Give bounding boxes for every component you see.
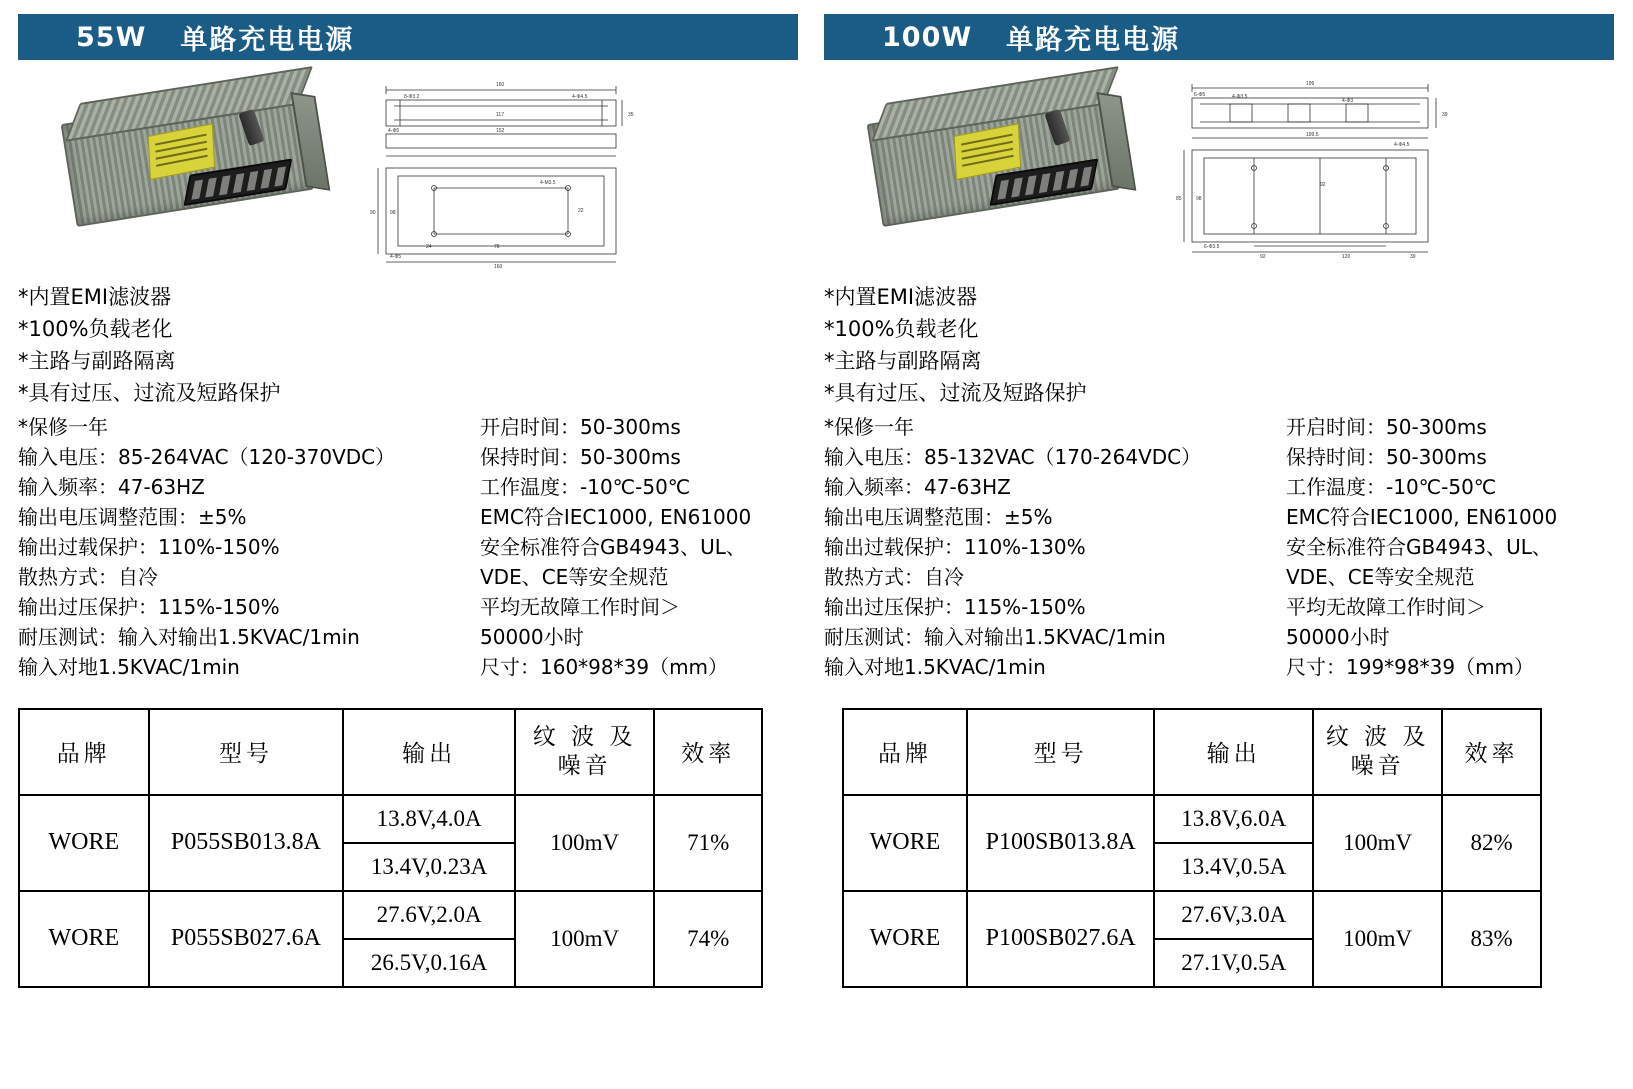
spec-line: 输出电压调整范围：±5% (18, 504, 247, 529)
feature-item: *具有过压、过流及短路保护 (18, 380, 281, 405)
cell-output: 26.5V,0.16A (343, 939, 515, 987)
panel-title-watt: 100W (882, 21, 973, 53)
spec-line: 保持时间：50-300ms (1286, 444, 1487, 469)
col-header-ripple: 纹 波 及 噪音 (515, 709, 655, 795)
svg-text:90: 90 (370, 210, 376, 216)
technical-drawing-100w (1170, 76, 1614, 271)
spec-line: 耐压测试：输入对输出1.5KVAC/1min (18, 624, 360, 649)
cell-ripple: 100mV (1313, 891, 1442, 987)
panel-title-name: 单路充电电源 (180, 24, 355, 56)
spec-line: 安全标准符合GB4943、UL、 (1286, 534, 1552, 559)
spec-line: 输入频率：47-63HZ (824, 474, 1011, 499)
svg-text:22: 22 (578, 208, 584, 214)
svg-text:4-Φ3: 4-Φ3 (1342, 98, 1354, 104)
spec-line: 尺寸：199*98*39（mm） (1286, 654, 1535, 679)
svg-text:92: 92 (1260, 254, 1266, 260)
cell-brand: WORE (843, 891, 967, 987)
svg-text:160: 160 (494, 264, 503, 270)
cell-ripple: 100mV (515, 891, 655, 987)
svg-text:160: 160 (496, 82, 505, 88)
svg-text:152: 152 (496, 128, 505, 134)
svg-text:6-Φ5: 6-Φ5 (1194, 92, 1206, 98)
svg-text:4-Φ3.5: 4-Φ3.5 (1232, 94, 1248, 100)
spec-line: 耐压测试：输入对输出1.5KVAC/1min (824, 624, 1166, 649)
feature-item: *100%负载老化 (18, 316, 173, 341)
cell-output: 13.4V,0.5A (1154, 843, 1313, 891)
cell-output: 13.4V,0.23A (343, 843, 515, 891)
table-header-row (19, 709, 762, 795)
model-table (842, 708, 1542, 988)
cell-efficiency: 82% (1442, 795, 1541, 891)
power-supply-illustration (854, 66, 1144, 256)
col-header-output: 输出 (1154, 709, 1313, 795)
spec-line: 输出过压保护：115%-150% (824, 594, 1086, 619)
spec-column-left (824, 412, 1286, 682)
svg-text:199.5: 199.5 (1306, 132, 1319, 138)
product-photo (864, 72, 1164, 257)
cell-output: 13.8V,4.0A (343, 795, 515, 843)
spec-line: 输入对地1.5KVAC/1min (824, 654, 1046, 679)
col-header-brand: 品牌 (19, 709, 149, 795)
spec-line: 平均无故障工作时间＞ (1286, 594, 1486, 619)
feature-item: *内置EMI滤波器 (824, 285, 978, 309)
feature-list (824, 282, 1614, 410)
col-header-model: 型号 (967, 709, 1154, 795)
spec-line: EMC符合IEC1000, EN61000 (480, 504, 752, 529)
technical-drawing-55w (364, 76, 798, 271)
col-header-efficiency: 效率 (1442, 709, 1541, 795)
media-row (824, 72, 1614, 272)
panel-title-name: 单路充电电源 (1006, 24, 1181, 56)
cell-output: 27.6V,3.0A (1154, 891, 1313, 939)
spec-line: 输入对地1.5KVAC/1min (18, 654, 240, 679)
cell-brand: WORE (843, 795, 967, 891)
spec-line: 工作温度：-10℃-50℃ (1286, 474, 1497, 499)
feature-item: *主路与副路隔离 (18, 348, 176, 373)
svg-text:199: 199 (1306, 81, 1315, 87)
product-panel-100w (816, 0, 1632, 1089)
specifications (18, 412, 798, 682)
feature-item: *主路与副路隔离 (824, 348, 982, 373)
cell-output: 27.6V,2.0A (343, 891, 515, 939)
table-row (843, 891, 1541, 939)
spec-line: 平均无故障工作时间＞ (480, 594, 680, 619)
spec-line: 开启时间：50-300ms (1286, 414, 1487, 439)
cell-efficiency: 83% (1442, 891, 1541, 987)
spec-line: 安全标准符合GB4943、UL、 (480, 534, 746, 559)
table-row (19, 891, 762, 939)
svg-text:4-M3.5: 4-M3.5 (540, 180, 556, 186)
dimension-drawing-svg (1170, 76, 1470, 266)
spec-column-right (480, 412, 798, 682)
spec-line: 输出过载保护：110%-130% (824, 534, 1086, 559)
col-header-model: 型号 (149, 709, 344, 795)
feature-item: *保修一年 (824, 414, 914, 439)
cell-model: P100SB013.8A (967, 795, 1154, 891)
cell-ripple: 100mV (1313, 795, 1442, 891)
spec-line: 散热方式：自冷 (18, 564, 158, 589)
spec-column-right (1286, 412, 1614, 682)
cell-model: P055SB013.8A (149, 795, 344, 891)
spec-line: 开启时间：50-300ms (480, 414, 681, 439)
spec-line: 输入电压：85-264VAC（120-370VDC） (18, 444, 396, 469)
spec-line: 输入电压：85-132VAC（170-264VDC） (824, 444, 1202, 469)
cell-brand: WORE (19, 795, 149, 891)
spec-line: 散热方式：自冷 (824, 564, 964, 589)
panel-title-bar (18, 14, 798, 60)
spec-line: 输出过载保护：110%-150% (18, 534, 280, 559)
svg-text:117: 117 (496, 112, 504, 118)
cell-brand: WORE (19, 891, 149, 987)
specifications (824, 412, 1614, 682)
cell-efficiency: 71% (654, 795, 762, 891)
power-supply-illustration (48, 66, 338, 256)
spec-column-left (18, 412, 480, 682)
svg-text:39: 39 (1442, 112, 1448, 118)
spec-line: 保持时间：50-300ms (480, 444, 681, 469)
feature-list (18, 282, 798, 410)
cell-model: P055SB027.6A (149, 891, 344, 987)
svg-text:35: 35 (628, 112, 634, 118)
feature-item: *内置EMI滤波器 (18, 285, 172, 309)
svg-text:92: 92 (1320, 182, 1326, 188)
spec-line: 工作温度：-10℃-50℃ (480, 474, 691, 499)
cell-model: P100SB027.6A (967, 891, 1154, 987)
dimension-drawing-svg (364, 76, 664, 270)
table-row (19, 795, 762, 843)
spec-line: EMC符合IEC1000, EN61000 (1286, 504, 1558, 529)
col-header-brand: 品牌 (843, 709, 967, 795)
svg-text:4-Φ5: 4-Φ5 (390, 254, 402, 260)
table-row (843, 795, 1541, 843)
model-table (18, 708, 763, 988)
media-row (18, 72, 798, 272)
cell-output: 13.8V,6.0A (1154, 795, 1313, 843)
cell-ripple: 100mV (515, 795, 655, 891)
spec-line: VDE、CE等安全规范 (480, 564, 669, 589)
panel-title-watt: 55W (76, 21, 147, 53)
cell-output: 27.1V,0.5A (1154, 939, 1313, 987)
svg-text:98: 98 (1196, 196, 1202, 202)
svg-text:4-Φ4.5: 4-Φ4.5 (1394, 142, 1410, 148)
svg-text:4-Φ4.5: 4-Φ4.5 (572, 94, 588, 100)
svg-text:4-Φ5: 4-Φ5 (388, 128, 400, 134)
svg-text:24: 24 (426, 244, 432, 250)
feature-item: *保修一年 (18, 414, 108, 439)
model-table-wrap (18, 708, 798, 988)
spec-line: 输出过压保护：115%-150% (18, 594, 280, 619)
spec-line: 输出电压调整范围：±5% (824, 504, 1053, 529)
feature-item: *具有过压、过流及短路保护 (824, 380, 1087, 405)
svg-text:120: 120 (1342, 254, 1351, 260)
spec-line: VDE、CE等安全规范 (1286, 564, 1475, 589)
model-table-wrap (824, 708, 1614, 988)
svg-text:98: 98 (390, 210, 396, 216)
spec-line: 尺寸：160*98*39（mm） (480, 654, 729, 679)
svg-text:8-Φ3.2: 8-Φ3.2 (404, 94, 420, 100)
spec-line: 50000小时 (1286, 624, 1390, 649)
cell-efficiency: 74% (654, 891, 762, 987)
spec-line: 输入频率：47-63HZ (18, 474, 205, 499)
col-header-ripple: 纹 波 及 噪音 (1313, 709, 1442, 795)
svg-text:6-Φ3.5: 6-Φ3.5 (1204, 244, 1220, 250)
table-header-row (843, 709, 1541, 795)
svg-text:78: 78 (494, 244, 500, 250)
col-header-efficiency: 效率 (654, 709, 762, 795)
panel-title-bar (824, 14, 1614, 60)
product-panel-55w (0, 0, 816, 1089)
feature-item: *100%负载老化 (824, 316, 979, 341)
product-photo (58, 72, 358, 257)
svg-text:85: 85 (1176, 196, 1182, 202)
spec-line: 50000小时 (480, 624, 584, 649)
svg-text:39: 39 (1410, 254, 1416, 260)
col-header-output: 输出 (343, 709, 515, 795)
